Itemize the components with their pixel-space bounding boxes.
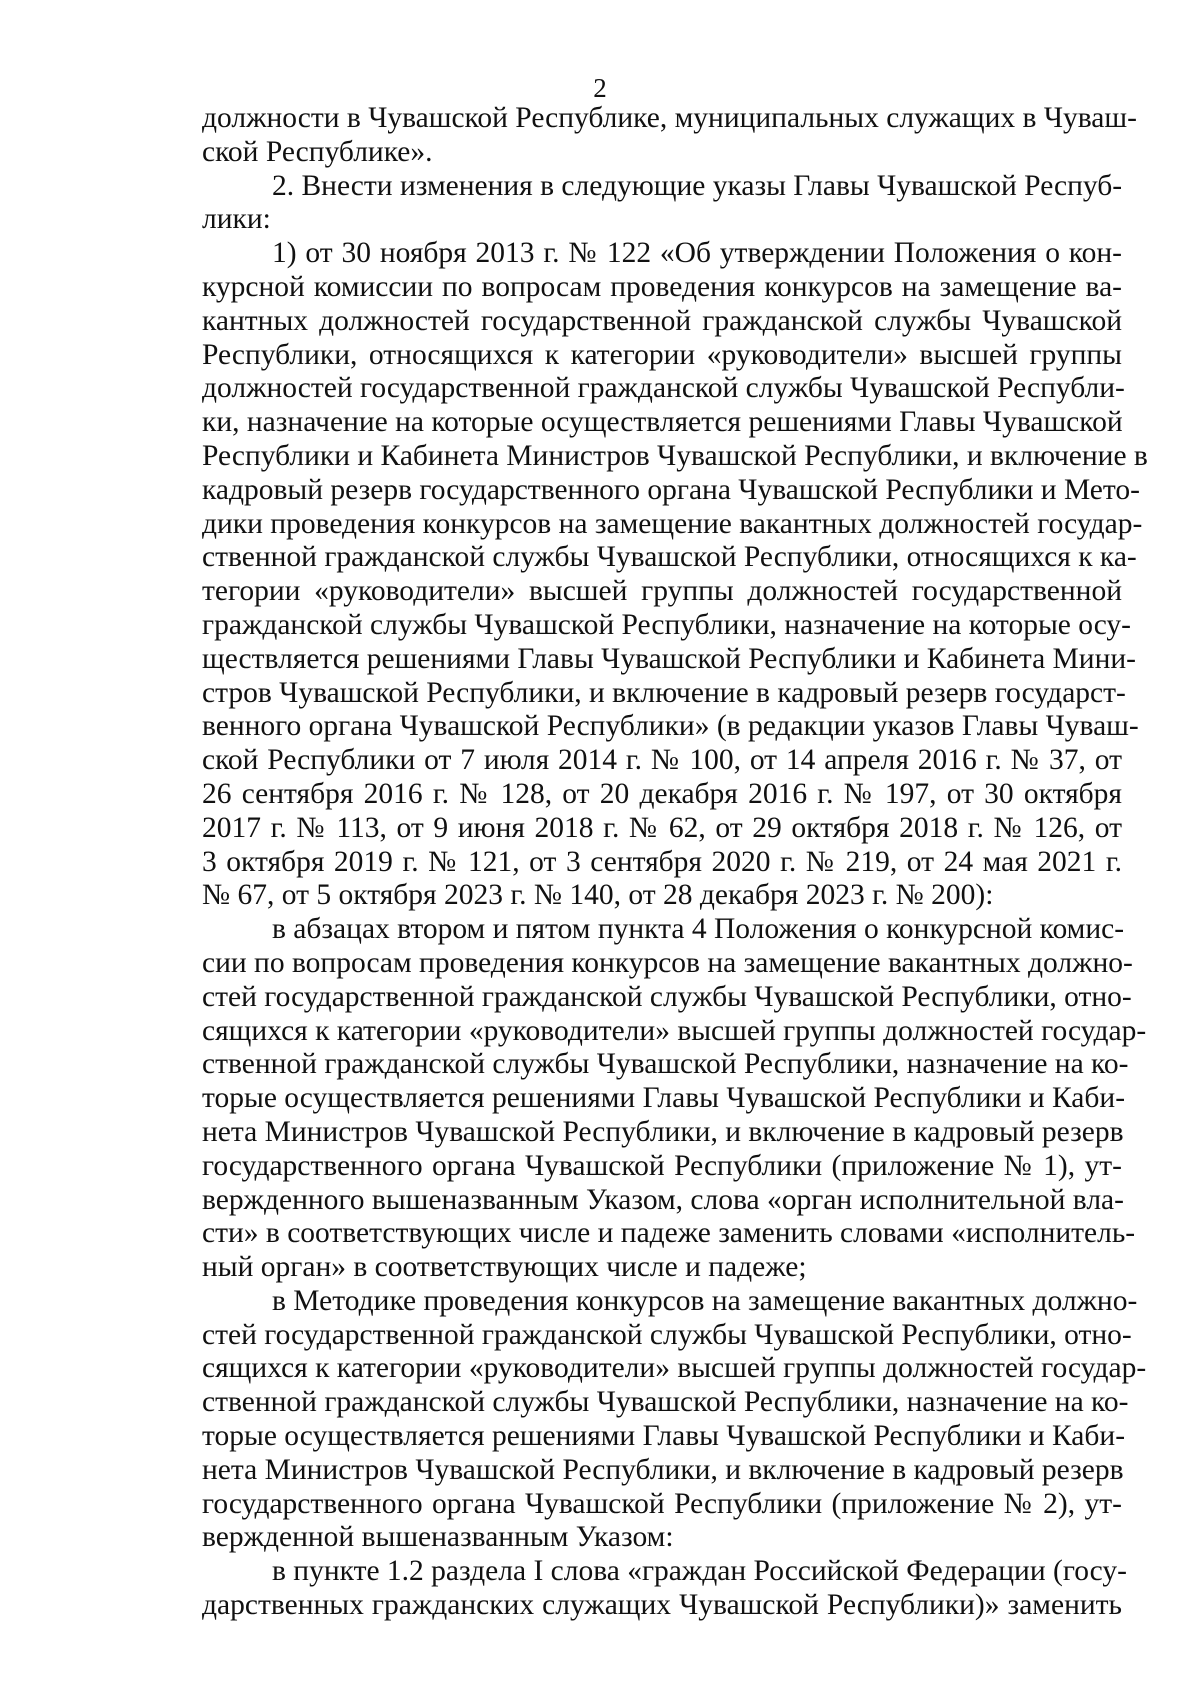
text-line: вержденной вышеназванным Указом: <box>202 1521 674 1554</box>
page-number: 2 <box>593 73 607 103</box>
text-line: ществляется решениями Главы Чувашской Республики и Кабинета Мини- <box>202 642 1136 675</box>
text-line: государственного органа Чувашской Республики (приложение № 2), ут- <box>202 1487 1122 1520</box>
text-line: ственной гражданской службы Чувашской Республики, относящихся к ка- <box>202 541 1137 574</box>
text-line: торые осуществляется решениями Главы Чувашской Республики и Каби- <box>202 1082 1126 1115</box>
text-line: нета Министров Чувашской Республики, и включение в кадровый резерв <box>202 1115 1124 1148</box>
text-line: сящихся к категории «руководители» высшей группы должностей государ- <box>202 1352 1147 1385</box>
text-line: гражданской службы Чувашской Республики, назначение на которые осу- <box>202 608 1131 641</box>
text-line: торые осуществляется решениями Главы Чувашской Республики и Каби- <box>202 1420 1126 1453</box>
text-line: ный орган» в соответствующих числе и падеже; <box>202 1251 807 1284</box>
text-line: государственного органа Чувашской Республики (приложение № 1), ут- <box>202 1149 1122 1182</box>
text-line: вержденного вышеназванным Указом, слова «орган исполнительной вла- <box>202 1183 1124 1216</box>
text-line: в Методике проведения конкурсов на замещение вакантных должно- <box>272 1284 1138 1317</box>
text-line: ки, назначение на которые осуществляется решениями Главы Чувашской <box>202 406 1123 439</box>
text-line: 2017 г. № 113, от 9 июня 2018 г. № 62, от 29 октября 2018 г. № 126, от <box>202 811 1122 844</box>
paragraph <box>202 170 1122 238</box>
text-line: венного органа Чувашской Республики» (в редакции указов Главы Чуваш- <box>202 710 1139 743</box>
text-line: ской Республике». <box>202 135 433 168</box>
text-line: стей государственной гражданской службы Чувашской Республики, отно- <box>202 1318 1132 1351</box>
text-line: тегории «руководители» высшей группы должностей государственной <box>202 575 1122 608</box>
paragraph <box>202 237 1148 913</box>
document-body <box>202 102 1148 1623</box>
text-line: кадровый резерв государственного органа Чувашской Республики и Мето- <box>202 473 1140 506</box>
text-line: должностей государственной гражданской службы Чувашской Республи- <box>202 372 1125 405</box>
text-line: стров Чувашской Республики, и включение в кадровый резерв государст- <box>202 676 1126 709</box>
text-line: Республики, относящихся к категории «руководители» высшей группы <box>202 338 1122 371</box>
text-line: дарственных гражданских служащих Чувашской Республики)» заменить <box>202 1589 1122 1622</box>
text-line: нета Министров Чувашской Республики, и включение в кадровый резерв <box>202 1453 1124 1486</box>
text-line: курсной комиссии по вопросам проведения конкурсов на замещение ва- <box>202 270 1122 303</box>
text-line: ственной гражданской службы Чувашской Республики, назначение на ко- <box>202 1386 1129 1419</box>
text-line: в пункте 1.2 раздела I слова «граждан Российской Федерации (госу- <box>272 1555 1127 1588</box>
paragraph <box>202 102 1137 170</box>
text-line: сящихся к категории «руководители» высшей группы должностей государ- <box>202 1014 1147 1047</box>
text-line: 3 октября 2019 г. № 121, от 3 сентября 2020 г. № 219, от 24 мая 2021 г. <box>202 845 1122 878</box>
text-line: лики: <box>202 203 271 236</box>
paragraph <box>202 913 1147 1285</box>
text-line: № 67, от 5 октября 2023 г. № 140, от 28 декабря 2023 г. № 200): <box>202 879 994 912</box>
text-line: стей государственной гражданской службы Чувашской Республики, отно- <box>202 980 1132 1013</box>
text-line: должности в Чувашской Республике, муниципальных служащих в Чуваш- <box>202 102 1137 134</box>
paragraph <box>202 1555 1127 1623</box>
text-line: 1) от 30 ноября 2013 г. № 122 «Об утверждении Положения о кон- <box>272 237 1122 270</box>
text-line: 26 сентября 2016 г. № 128, от 20 декабря 2016 г. № 197, от 30 октября <box>202 777 1122 810</box>
text-line: кантных должностей государственной гражданской службы Чувашской <box>202 304 1122 337</box>
text-line: 2. Внести изменения в следующие указы Главы Чувашской Респуб- <box>272 169 1123 202</box>
text-line: сти» в соответствующих числе и падеже заменить словами «исполнитель- <box>202 1217 1136 1250</box>
text-line: дики проведения конкурсов на замещение вакантных должностей государ- <box>202 507 1143 540</box>
paragraph <box>202 1284 1147 1555</box>
text-line: в абзацах втором и пятом пункта 4 Положения о конкурсной комис- <box>272 913 1125 946</box>
text-line: Республики и Кабинета Министров Чувашской Республики, и включение в <box>202 439 1148 472</box>
text-line: ской Республики от 7 июля 2014 г. № 100, от 14 апреля 2016 г. № 37, от <box>202 744 1122 777</box>
text-line: ственной гражданской службы Чувашской Республики, назначение на ко- <box>202 1048 1129 1081</box>
text-line: сии по вопросам проведения конкурсов на замещение вакантных должно- <box>202 946 1133 979</box>
